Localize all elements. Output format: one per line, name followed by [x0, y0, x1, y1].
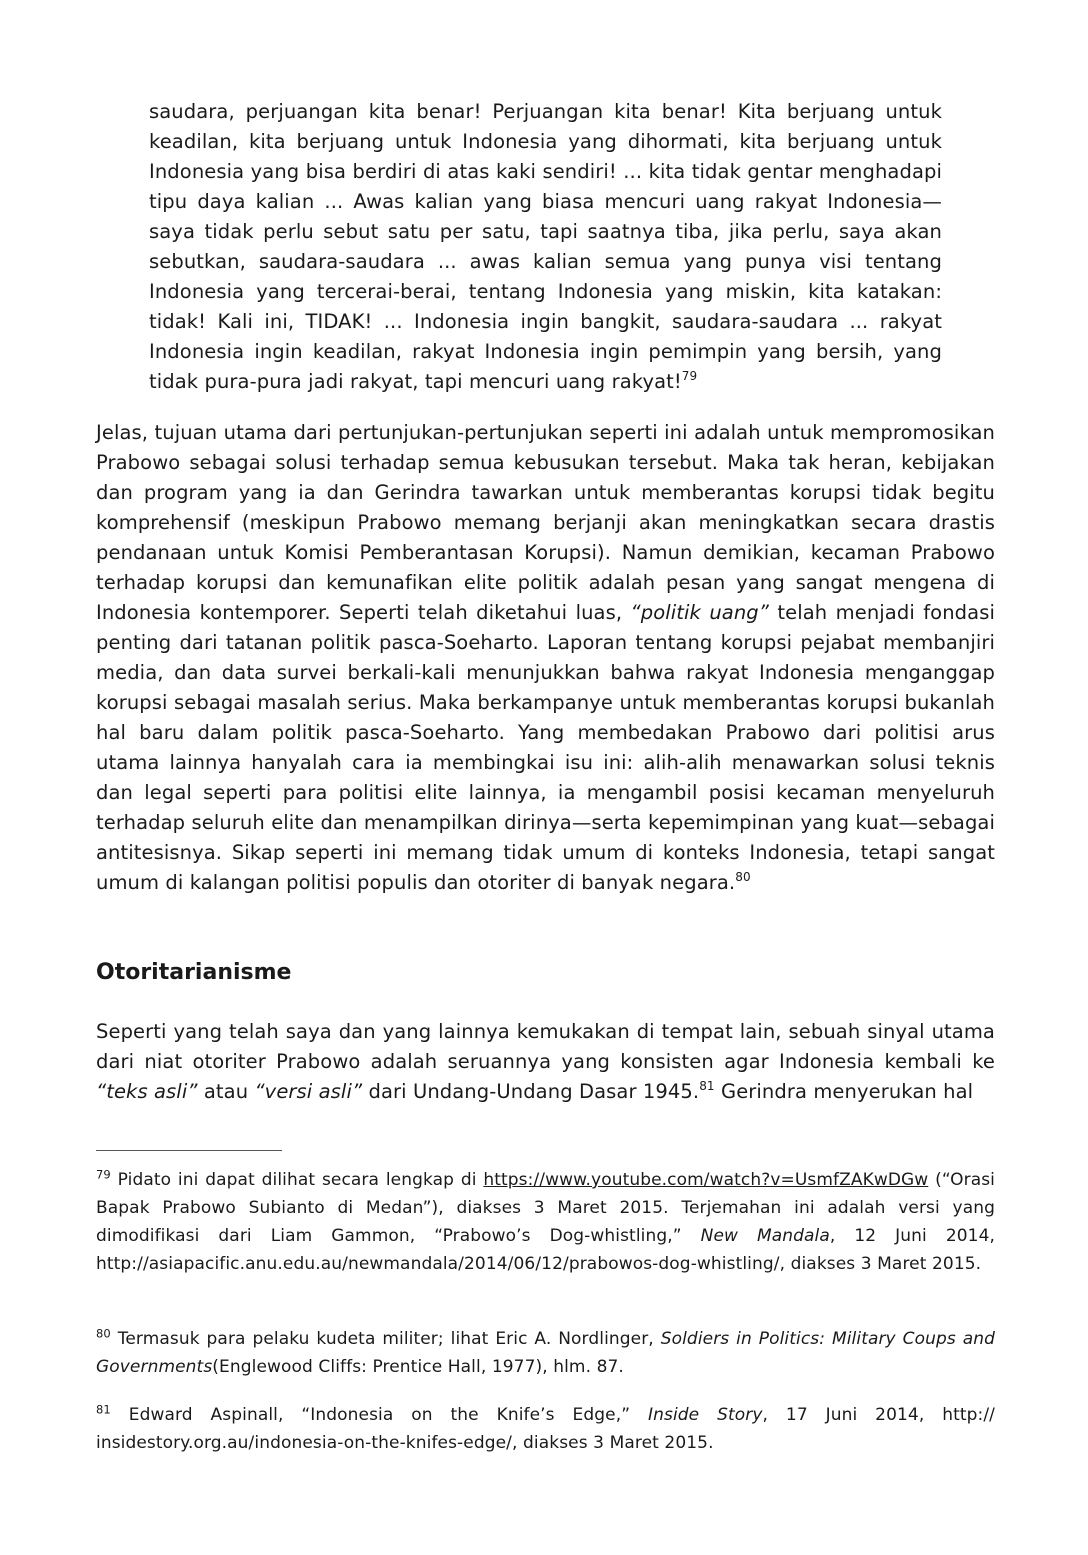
- quote-text: saudara, perjuangan kita benar! Perjuangan kita benar! Kita berjuang untuk keadilan, kita berjuang untuk Indonesia yang dihormati, kita berjuang untuk Indonesia yang bisa berdiri di atas kaki sendiri! ... kita tidak gentar menghadapi tipu daya kalian ... Awas kalian yang biasa mencuri uang rakyat Indonesia—saya tidak perlu sebut satu per satu, tapi saatnya tiba, jika perlu, saya akan sebutkan, saudara-saudara ... awas kalian semua yang punya visi tentang Indonesia yang tercerai-berai, tentang Indonesia yang miskin, kita katakan: tidak! Kali ini, TIDAK! ... Indonesia ingin bangkit, saudara-saudara ... rakyat Indonesia ingin keadilan, rakyat Indonesia ingin pemimpin yang bersih, yang tidak pura-pura jadi rakyat, tapi mencuri uang rakyat!: [149, 100, 942, 393]
- youtube-link[interactable]: https://www.youtube.com/watch?v=UsmfZAKwDGw: [483, 1170, 929, 1190]
- italic-term: “teks asli”: [96, 1080, 198, 1103]
- footnote-text: Pidato ini dapat dilihat secara lengkap di: [117, 1170, 477, 1190]
- footnote-79: [96, 1166, 995, 1278]
- footnote-number: 80: [96, 1326, 111, 1341]
- paragraph-text: telah menjadi fondasi penting dari tatanan politik pasca-Soeharto. Laporan tentang korupsi pejabat membanjiri media, dan data survei berkali-kali menunjukkan bahwa rakyat Indonesia menganggap korupsi sebagai masalah serius. Maka berkampanye untuk memberantas korupsi bukanlah hal baru dalam politik pasca-Soeharto. Yang membedakan Prabowo dari politisi arus utama lainnya hanyalah cara ia membingkai isu ini: alih-alih menawarkan solusi teknis dan legal seperti para politisi elite lainnya, ia mengambil posisi kecaman menyeluruh terhadap seluruh elite dan menampilkan dirinya—serta kepemimpinan yang kuat—sebagai antitesisnya. Sikap seperti ini memang tidak umum di konteks Indonesia, tetapi sangat umum di kalangan politisi populis dan otoriter di banyak negara.: [96, 601, 995, 894]
- paragraph-text: atau: [203, 1080, 249, 1103]
- paragraph-text: Gerindra menyerukan hal: [720, 1080, 974, 1103]
- italic-title: Inside Story: [648, 1405, 763, 1425]
- footnote-number: 79: [96, 1167, 111, 1182]
- footnote-ref-79[interactable]: 79: [681, 368, 698, 383]
- italic-term: “versi asli”: [254, 1080, 363, 1103]
- footnote-number: 81: [96, 1402, 111, 1417]
- footnote-text: (“Orasi Bapak Prabowo Subianto di Medan”), diakses 3 Maret 2015. Terjemahan ini adalah versi yang dimodifikasi dari Liam Gammon, “Prabowo’s Dog-whistling,”: [96, 1170, 996, 1246]
- footnote-text: Edward Aspinall, “Indonesia on the Knife’s Edge,”: [128, 1405, 631, 1425]
- italic-term: “politik uang”: [630, 601, 769, 624]
- body-paragraph-1: [96, 418, 995, 898]
- italic-title: New Mandala: [700, 1226, 830, 1246]
- footnote-ref-80[interactable]: 80: [735, 869, 751, 884]
- footnote-ref-81[interactable]: 81: [699, 1078, 715, 1093]
- footnote-text: , 17 Juni 2014, http:// insidestory.org.au/indonesia-on-the-knifes-edge/, diakses 3 Maret 2015.: [96, 1405, 996, 1453]
- italic-title: Soldiers in Politics: Military Coups and Governments: [96, 1329, 995, 1377]
- footnote-divider: [96, 1150, 282, 1151]
- block-quote: [149, 97, 942, 397]
- footnote-text: (Englewood Cliffs: Prentice Hall, 1977), hlm. 87.: [212, 1357, 624, 1377]
- paragraph-text: Seperti yang telah saya dan yang lainnya kemukakan di tempat lain, sebuah sinyal utama dari niat otoriter Prabowo adalah seruannya yang konsisten agar Indonesia kembali ke: [96, 1020, 995, 1073]
- section-heading: Otoritarianisme: [96, 960, 292, 985]
- footnote-text: Termasuk para pelaku kudeta militer; lihat Eric A. Nordlinger,: [117, 1329, 654, 1349]
- footnote-81: [96, 1401, 995, 1457]
- body-paragraph-2: [96, 1017, 995, 1107]
- footnote-text: , 12 Juni 2014, http://asiapacific.anu.edu.au/newmandala/2014/06/12/prabowos-dog-whistling/, diakses 3 Maret 2015.: [96, 1226, 996, 1274]
- paragraph-text: dari Undang-Undang Dasar 1945.: [368, 1080, 700, 1103]
- footnote-80: [96, 1325, 995, 1381]
- paragraph-text: Jelas, tujuan utama dari pertunjukan-pertunjukan seperti ini adalah untuk mempromosikan Prabowo sebagai solusi terhadap semua kebusukan tersebut. Maka tak heran, kebijakan dan program yang ia dan Gerindra tawarkan untuk memberantas korupsi tidak begitu komprehensif (meskipun Prabowo memang berjanji akan meningkatkan secara drastis pendanaan untuk Komisi Pemberantasan Korupsi). Namun demikian, kecaman Prabowo terhadap korupsi dan kemunafikan elite politik adalah pesan yang sangat mengena di Indonesia kontemporer. Seperti telah diketahui luas,: [96, 421, 995, 624]
